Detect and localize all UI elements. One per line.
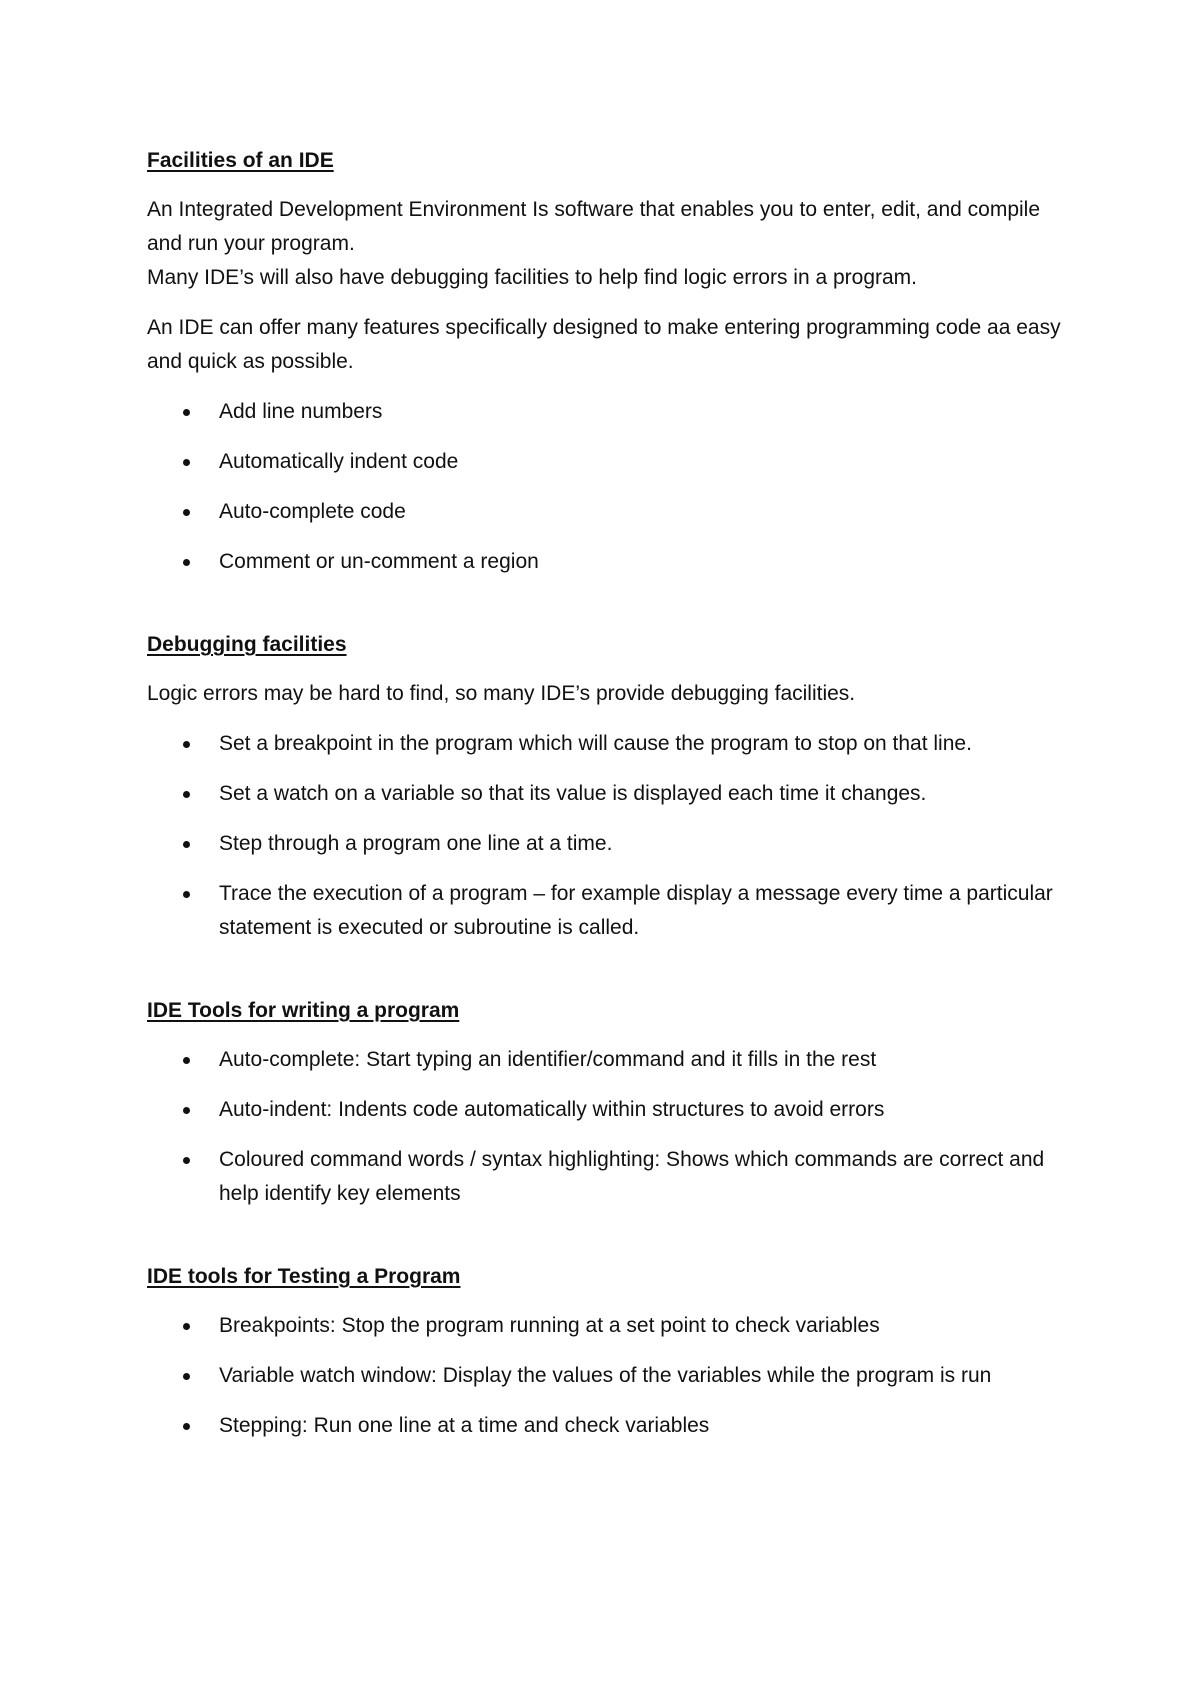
- bullet-icon: [183, 409, 190, 416]
- list-item: [147, 495, 1067, 529]
- section-spacer: [147, 1227, 1067, 1261]
- bullet-icon: [183, 1107, 190, 1114]
- list-item: [147, 877, 1067, 945]
- list-item-text: Coloured command words / syntax highlighting: Shows which commands are correct and help identify key elements: [219, 1148, 1045, 1205]
- bullet-icon: [183, 1157, 190, 1164]
- bullet-icon: [183, 741, 190, 748]
- list-item: [147, 727, 1067, 761]
- list-item: [147, 545, 1067, 579]
- section-debugging-facilities: [147, 629, 1067, 945]
- section-heading: Debugging facilities: [147, 633, 347, 656]
- paragraph: An Integrated Development Environment Is software that enables you to enter, edit, and compile and run your program.: [147, 198, 1041, 255]
- bullet-icon: [183, 841, 190, 848]
- document-body: [147, 145, 1067, 1459]
- section-heading: IDE tools for Testing a Program: [147, 1265, 461, 1288]
- bullet-icon: [183, 791, 190, 798]
- list-item-text: Step through a program one line at a time.: [219, 832, 613, 855]
- list-item-text: Set a breakpoint in the program which will cause the program to stop on that line.: [219, 732, 972, 755]
- paragraph: Many IDE’s will also have debugging facilities to help find logic errors in a program.: [147, 266, 917, 289]
- bullet-icon: [183, 1373, 190, 1380]
- list-item: [147, 1359, 1067, 1393]
- list-item-text: Auto-indent: Indents code automatically within structures to avoid errors: [219, 1098, 885, 1121]
- list-item-text: Automatically indent code: [219, 450, 459, 473]
- list-item-text: Comment or un-comment a region: [219, 550, 539, 573]
- bullet-icon: [183, 891, 190, 898]
- list-item: [147, 1143, 1067, 1211]
- section-heading: IDE Tools for writing a program: [147, 999, 460, 1022]
- list-item: [147, 827, 1067, 861]
- section-facilities-of-an-ide: [147, 145, 1067, 579]
- list-item: [147, 1409, 1067, 1443]
- list-item: [147, 395, 1067, 429]
- list-item: [147, 777, 1067, 811]
- bullet-icon: [183, 1057, 190, 1064]
- list-item-text: Auto-complete: Start typing an identifier/command and it fills in the rest: [219, 1048, 877, 1071]
- section-spacer: [147, 961, 1067, 995]
- section-spacer: [147, 595, 1067, 629]
- bullet-icon: [183, 559, 190, 566]
- list-item: [147, 445, 1067, 479]
- list-item: [147, 1309, 1067, 1343]
- list-item: [147, 1043, 1067, 1077]
- bullet-list: [147, 727, 1067, 945]
- list-item-text: Trace the execution of a program – for example display a message every time a particular statement is executed or subroutine is called.: [219, 882, 1053, 939]
- paragraph: Logic errors may be hard to find, so many IDE’s provide debugging facilities.: [147, 682, 856, 705]
- bullet-icon: [183, 509, 190, 516]
- section-ide-tools-for-testing: [147, 1261, 1067, 1443]
- bullet-list: [147, 1309, 1067, 1443]
- bullet-icon: [183, 459, 190, 466]
- list-item-text: Stepping: Run one line at a time and check variables: [219, 1414, 710, 1437]
- list-item-text: Set a watch on a variable so that its value is displayed each time it changes.: [219, 782, 927, 805]
- section-heading: Facilities of an IDE: [147, 149, 334, 172]
- list-item-text: Auto-complete code: [219, 500, 406, 523]
- bullet-list: [147, 395, 1067, 579]
- paragraph: An IDE can offer many features specifically designed to make entering programming code aa easy and quick as possible.: [147, 316, 1061, 373]
- bullet-list: [147, 1043, 1067, 1211]
- bullet-icon: [183, 1423, 190, 1430]
- list-item-text: Variable watch window: Display the values of the variables while the program is run: [219, 1364, 992, 1387]
- list-item-text: Add line numbers: [219, 400, 383, 423]
- list-item-text: Breakpoints: Stop the program running at a set point to check variables: [219, 1314, 880, 1337]
- list-item: [147, 1093, 1067, 1127]
- bullet-icon: [183, 1323, 190, 1330]
- section-ide-tools-for-writing: [147, 995, 1067, 1211]
